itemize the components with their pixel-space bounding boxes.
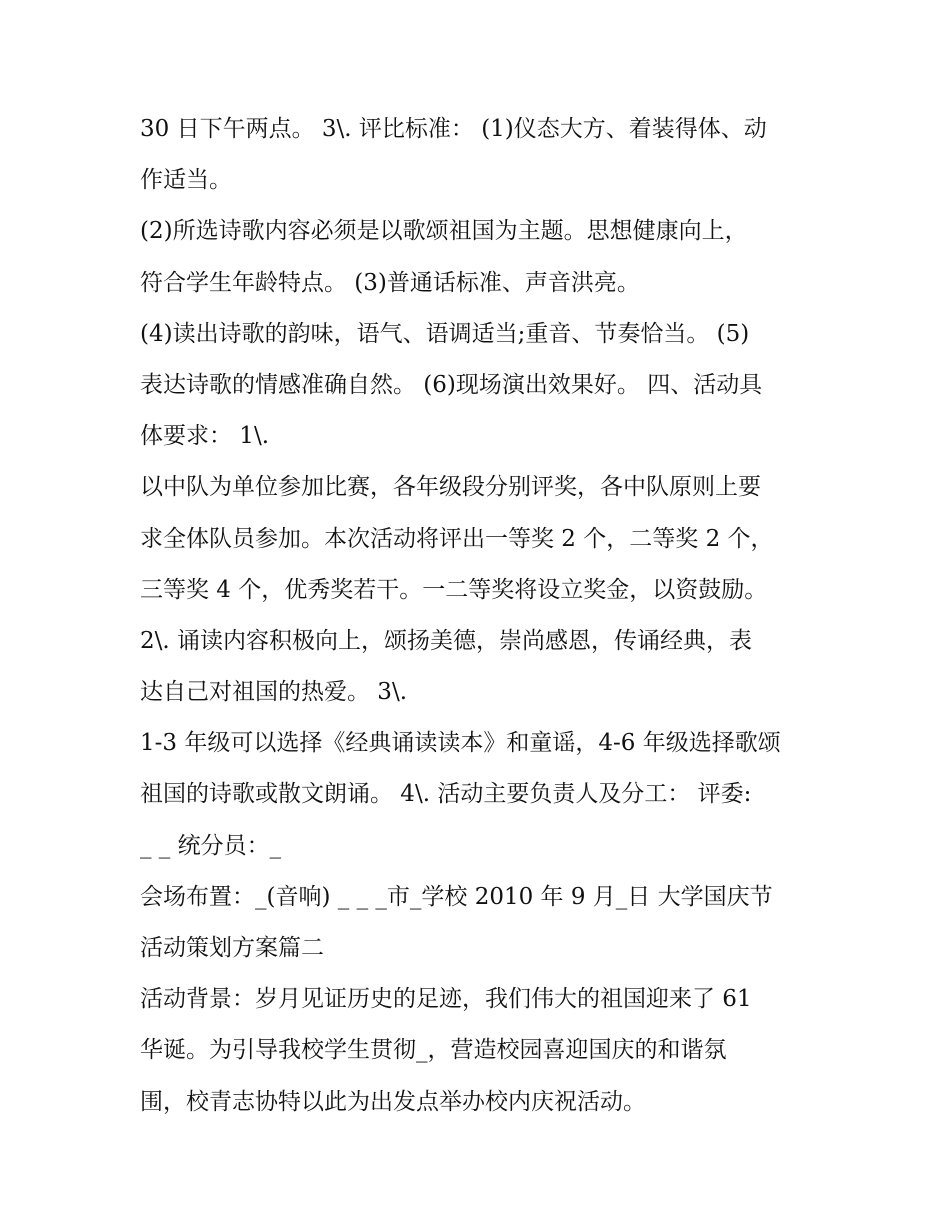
text-line: (2)所选诗歌内容必须是以歌颂祖国为主题。思想健康向上， <box>140 218 748 245</box>
text-line: 以中队为单位参加比赛，各年级段分别评奖，各中队原则上要 <box>140 474 761 501</box>
text-line: 会场布置：_(音响) _ _ _市_学校 2010 年 9 月_日 大学国庆节 <box>140 883 773 910</box>
text-line: 2\. 诵读内容积极向上，颂扬美德，崇尚感恩，传诵经典，表 <box>140 627 753 654</box>
text-line: 作适当。 <box>140 167 232 194</box>
text-line: 祖国的诗歌或散文朗诵。 4\. 活动主要负责人及分工： 评委: <box>140 781 752 808</box>
text-line: 活动背景：岁月见证历史的足迹，我们伟大的祖国迎来了 61 <box>140 986 752 1013</box>
text-line: 表达诗歌的情感准确自然。 (6)现场演出效果好。 四、活动具 <box>140 371 763 398</box>
text-line: 活动策划方案篇二 <box>140 935 324 961</box>
text-line: 1-3 年级可以选择《经典诵读读本》和童谣，4-6 年级选择歌颂 <box>140 730 781 757</box>
text-line: _ _ 统分员：_ <box>140 832 282 859</box>
document-body <box>140 104 840 1128</box>
text-line: 围，校青志协特以此为出发点举办校内庆祝活动。 <box>140 1088 646 1115</box>
text-line: 求全体队员参加。本次活动将评出一等奖 2 个，二等奖 2 个， <box>140 525 774 552</box>
text-line: 体要求： 1\. <box>140 423 270 450</box>
text-line: 三等奖 4 个，优秀奖若干。一二等奖将设立奖金，以资鼓励。 <box>140 576 768 603</box>
text-line: 达自己对祖国的热爱。 3\. <box>140 679 408 706</box>
text-line: 华诞。为引导我校学生贯彻_，营造校园喜迎国庆的和谐氛 <box>140 1037 727 1064</box>
text-line: 30 日下午两点。 3\. 评比标准： (1)仪态大方、着装得体、动 <box>140 116 767 142</box>
text-line: 符合学生年龄特点。 (3)普通话标准、声音洪亮。 <box>140 269 640 296</box>
text-line: (4)读出诗歌的韵味，语气、语调适当;重音、节奏恰当。 (5) <box>140 320 750 347</box>
